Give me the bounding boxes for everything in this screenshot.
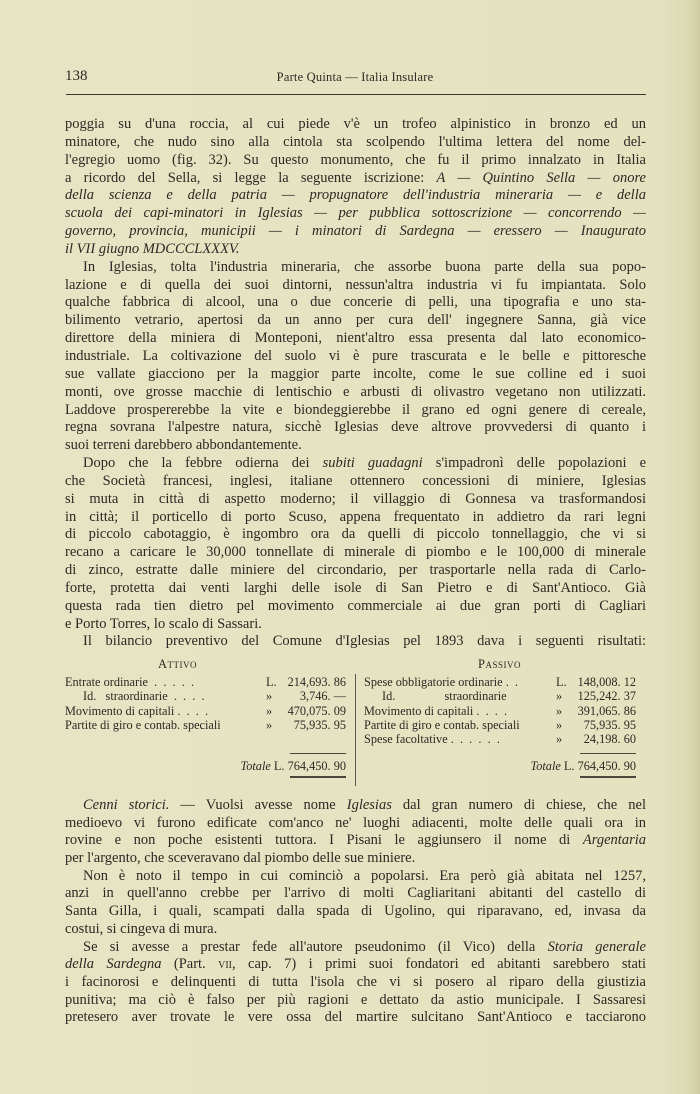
row-amount: 24,198. 60 <box>583 732 636 746</box>
budget-row <box>65 675 346 689</box>
passivo-total-rule <box>580 776 636 778</box>
text-line: che Società francesi, inglesi, italiane ottennero concessioni di miniere, Iglesias <box>65 472 646 489</box>
budget-row <box>364 704 636 718</box>
text-line: Se si avesse a prestar fede all'autore pseudonimo (il Vico) della Storia generale <box>83 938 646 955</box>
total-currency: L. <box>273 759 285 773</box>
text-line: minatore, che nudo sino alla cintola sta scolpendo l'ultima lettera del nome del- <box>65 133 646 150</box>
text-line: a ricordo del Sella, si legge la seguente iscrizione: A — Quintino Sella — onore <box>65 169 646 186</box>
header-rule <box>66 94 646 95</box>
text-line: rovine e non poche esistenti tuttora. I Pisani le aggiunsero il nome di Argentaria <box>65 832 646 849</box>
text-line: regna sovrana l'alpestre natura, sicchè Iglesias deve altrove provvedersi di quanto i <box>65 419 646 436</box>
italic-text: il VII giugno MDCCCLXXXV. <box>65 240 240 257</box>
total-label: Totale <box>530 759 561 773</box>
page-number: 138 <box>65 68 88 84</box>
budget-row <box>364 689 636 703</box>
text-line: sue vallate giacciono per la maggior parte incolte, come le sue colline ed i suoi <box>65 365 646 382</box>
budget-row <box>65 718 346 732</box>
budget-row <box>364 718 636 732</box>
text-line: poggia su d'una roccia, al cui piede v'è un trofeo alpinistico in bronzo ed un <box>65 116 646 132</box>
text-line: forte, protetta dai venti larghi delle isole di San Pietro e di Sant'Antioco. Già <box>65 579 646 596</box>
row-currency: » <box>556 704 563 718</box>
row-amount: 125,242. 37 <box>577 689 636 703</box>
body-text-upper <box>65 116 646 651</box>
attivo-total <box>150 759 346 773</box>
text-line: medioevo vi furono edificate com'anco ne' luoghi adiacenti, molte delle quali ora in <box>65 814 646 831</box>
italic-text: A — Quintino Sella — onore <box>436 169 646 186</box>
italic-text: governo, provincia, municipii — i minatori di Sardegna — eressero — Inaugurato <box>65 223 646 240</box>
paragraph <box>65 797 646 868</box>
row-amount: 214,693. 86 <box>287 675 346 689</box>
row-label: Spese facoltative . . . . . . <box>364 732 500 746</box>
text-line: Cenni storici. — Vuolsi avesse nome Iglesias dal gran numero di chiese, che nel <box>83 797 646 813</box>
text-line: industriale. La coltivazione del suolo vi è pure trascurata e le belle e pittoresche <box>65 347 646 364</box>
total-amount: 764,450. 90 <box>577 759 636 773</box>
italic-text: subiti guadagni <box>322 455 423 472</box>
text-line: monti, ove grosse macchie di lentischio e arbusti di olivastro vegetano non utilizzati. <box>65 383 646 400</box>
text-line: Non è noto il tempo in cui cominciò a popolarsi. Era però già abitata nel 1257, <box>83 867 646 884</box>
column-divider <box>355 674 356 786</box>
text-line: questa rada tien dietro pel movimento commerciale ai due gran porti di Cagliari <box>65 597 646 614</box>
row-label: Spese obbligatorie ordinarie . . <box>364 675 519 689</box>
passivo-sum-rule <box>580 753 636 754</box>
running-title: Parte Quinta — Italia Insulare <box>276 70 434 84</box>
text-line <box>65 205 646 223</box>
row-currency: » <box>266 704 273 718</box>
row-amount: 148,008. 12 <box>577 675 636 689</box>
paragraph <box>65 939 646 1027</box>
text-line: qualche fabbrica di alcool, una o due concerie di pelli, una tipografia e uno sta- <box>65 294 646 311</box>
text-line: in città; il porticello di porto Scuso, appena frequentato in addietro da rari legni <box>65 508 646 525</box>
paragraph <box>65 868 646 939</box>
row-label: Partite di giro e contab. speciali <box>65 718 221 732</box>
row-amount: 3,746. — <box>299 689 346 703</box>
row-label: Movimento di capitali . . . . <box>364 704 508 718</box>
row-amount: 75,935. 95 <box>293 718 346 732</box>
row-label: Movimento di capitali . . . . <box>65 704 209 718</box>
total-label: Totale <box>240 759 271 773</box>
text-line: bilimento vetrario, apertosi da un anno per cura dell' ingegnere Sanna, già vice <box>65 312 646 329</box>
italic-text: Argentaria <box>582 832 646 849</box>
text-line: di zinco, estratte dalle miniere del circondario, per trasportarle nella rada di Carlo- <box>65 562 646 579</box>
row-currency: » <box>266 689 273 703</box>
text-line: costui, si cingeva di mura. <box>65 920 218 937</box>
text-line: pretesero aver trovate le vere ossa del martire sulcitano Sant'Antioco e tacciarono <box>65 1009 646 1026</box>
text-line: punitiva; ma ciò è falso per più ragioni e dettato da astio municipale. I Sassaresi <box>65 991 646 1008</box>
text-line: Laddove prospererebbe la vite e biondeggierebbe il grano ed ogni genere di cereale, <box>65 401 646 418</box>
row-currency: » <box>556 689 563 703</box>
text-line: della Sardegna (Part. vii, cap. 7) i primi suoi fondatori ed abitanti sarebbero stati <box>65 956 646 973</box>
small-caps-text: vii <box>218 956 232 973</box>
row-currency: L. <box>266 675 277 689</box>
text-line <box>65 223 646 241</box>
text-line: anzi in quell'anno crebbe per l'arrivo di molti Cagliaritani abitanti del castello di <box>65 885 646 902</box>
row-label: Id. straordinarie . . . . <box>83 689 205 703</box>
body-text-lower <box>65 797 646 1027</box>
italic-text: Storia generale <box>547 938 646 955</box>
paragraph <box>65 259 646 455</box>
total-amount: 764,450. 90 <box>287 759 346 773</box>
row-currency: L. <box>556 675 567 689</box>
text-line: recano a caricare le 30,000 tonnellate di minerale di piombo e le 100,000 di minerale <box>65 544 646 561</box>
text-line: In Iglesias, tolta l'industria mineraria, che assorbe buona parte della sua popo- <box>83 258 646 275</box>
paragraph <box>65 116 646 259</box>
budget-row <box>364 732 636 746</box>
italic-text: Cenni storici. <box>83 797 170 813</box>
passivo-heading: Passivo <box>478 657 521 671</box>
passivo-total <box>440 759 636 773</box>
text-line <box>65 241 646 259</box>
italic-text: della Sardegna <box>65 956 162 973</box>
italic-text: della scienza e della patria — propugnatore dell'industria mineraria — e della <box>65 187 646 204</box>
row-currency: » <box>266 718 273 732</box>
total-currency: L. <box>563 759 575 773</box>
row-label: Partite di giro e contab. speciali <box>364 718 520 732</box>
text-line: Dopo che la febbre odierna dei subiti guadagni s'impadronì delle popolazioni e <box>83 455 646 472</box>
row-currency: » <box>556 718 563 732</box>
row-amount: 75,935. 95 <box>583 718 636 732</box>
text-line: di piccolo cabotaggio, è ingombro ora da quelli di piccolo tonnellaggio, che vi si <box>65 526 646 543</box>
text-line: per l'argento, che sceveravano dal piombo delle sue miniere. <box>65 850 416 867</box>
text-line: e Porto Torres, lo scalo di Sassari. <box>65 615 262 632</box>
text-line <box>65 187 646 205</box>
attivo-heading: Attivo <box>158 657 198 671</box>
text-line: Il bilancio preventivo del Comune d'Iglesias pel 1893 dava i seguenti risultati: <box>83 633 646 650</box>
text-line: l'egregio uomo (fig. 32). Su questo monumento, che fu il primo innalzato in Italia <box>65 151 646 168</box>
italic-text: Iglesias <box>346 797 392 813</box>
attivo-sum-rule <box>290 753 346 754</box>
text-line: direttore della miniera di Monteponi, nient'altro essa presenta dal lato economico- <box>65 330 646 347</box>
text-line: i facinorosi e delinquenti di tutta l'isola che vi si posero al riparo della giustizia <box>65 973 646 990</box>
italic-text: scuola dei capi-minatori in Iglesias — per pubblica sottoscrizione — concorrendo — <box>65 205 646 222</box>
row-amount: 391,065. 86 <box>577 704 636 718</box>
budget-row <box>364 675 636 689</box>
attivo-total-rule <box>290 776 346 778</box>
paragraph <box>65 633 646 651</box>
budget-row <box>65 704 346 718</box>
text-line: lazione e di quella dei suoi dintorni, nessun'altra industria vi fu impiantata. Solo <box>65 276 646 293</box>
text-line: suoi terreni darebbero abbondantemente. <box>65 437 302 454</box>
row-label: Entrate ordinarie . . . . . <box>65 675 195 689</box>
paragraph <box>65 455 646 633</box>
budget-row <box>65 689 346 703</box>
row-label: Id. straordinarie <box>382 689 507 703</box>
text-line: si muta in città di aspetto moderno; il villaggio di Gonnesa va trasformandosi <box>65 490 646 507</box>
row-amount: 470,075. 09 <box>287 704 346 718</box>
row-currency: » <box>556 732 563 746</box>
text-line: Santa Gilla, i quali, scampati dalla spada di Ugolino, qui riparavano, ed, invasa da <box>65 903 646 920</box>
